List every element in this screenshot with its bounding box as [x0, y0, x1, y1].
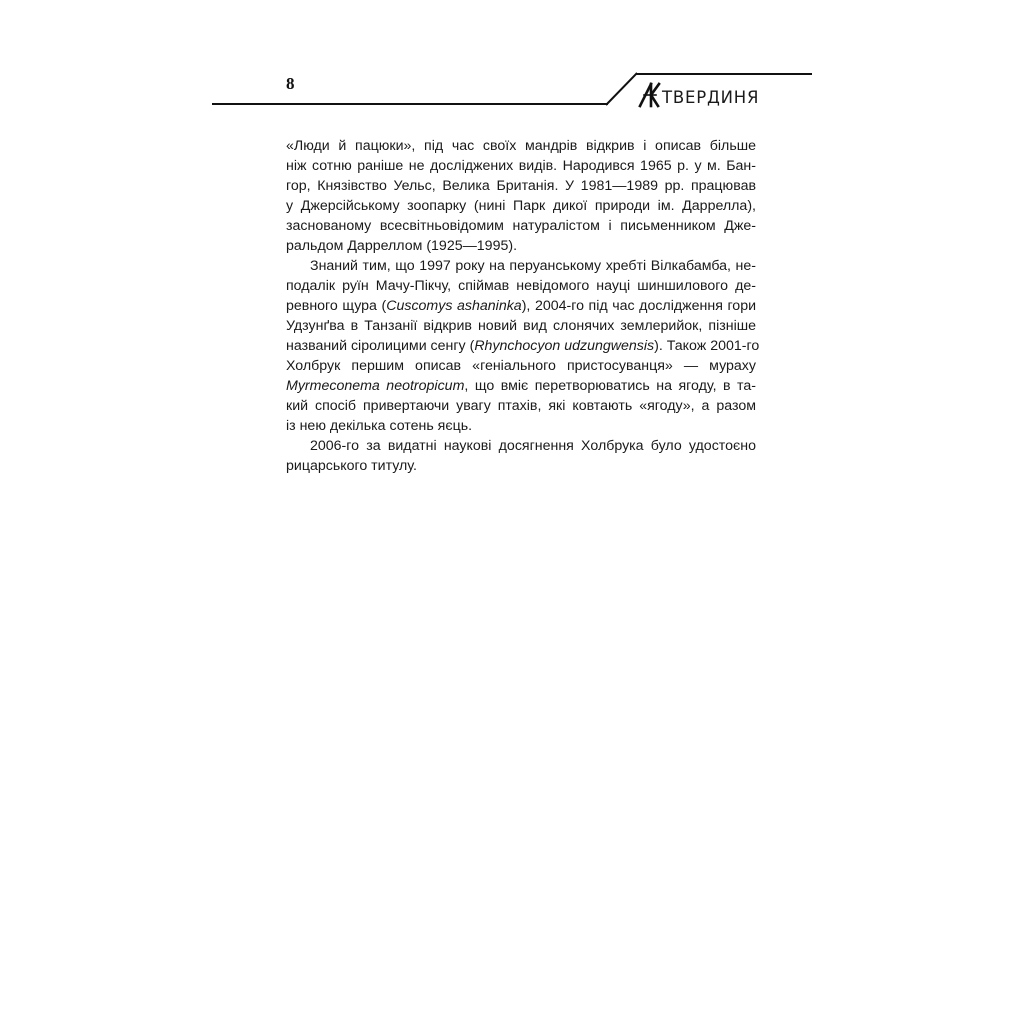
text-line — [286, 356, 756, 376]
text-line — [286, 156, 756, 176]
text-line — [286, 416, 756, 436]
text-segment: кий спосіб привертаючи увагу птахів, які ковтають «ягоду», а разом — [286, 398, 756, 414]
tverdynia-logo-icon — [640, 84, 659, 106]
publisher-logo-text: ТВЕРДИНЯ — [662, 88, 760, 107]
text-segment: заснованому всесвітньовідомим натуралістом і письменником Дже- — [286, 218, 756, 234]
text-segment: ніж сотню раніше не досліджених видів. Народився 1965 р. у м. Бан- — [286, 158, 756, 174]
header-rule-diagonal — [606, 73, 637, 105]
paragraph — [286, 136, 756, 256]
text-line — [286, 396, 756, 416]
text-segment: ральдом Дарреллом (1925—1995). — [286, 238, 518, 254]
text-segment: 2006-го за видатні наукові досягнення Холбрука було удостоєно — [310, 438, 756, 454]
text-line — [286, 276, 756, 296]
text-line — [286, 296, 756, 316]
text-line — [286, 336, 760, 356]
page-number: 8 — [286, 74, 295, 93]
italic-species-name: Myrmeconema neotropicum — [286, 378, 465, 394]
text-line — [286, 256, 756, 276]
text-segment: , що вміє перетворюватись на ягоду, в та- — [464, 378, 756, 394]
text-segment: гор, Князівство Уельс, Велика Британія. У 1981—1989 рр. працював — [286, 178, 756, 194]
text-segment: Знаний тим, що 1997 року на перуанському хребті Вілкабамба, не- — [310, 258, 756, 274]
italic-species-name: Rhynchocyon udzungwensis — [474, 338, 655, 354]
text-segment: у Джерсійському зоопарку (нині Парк дикої природи ім. Даррелла), — [286, 198, 756, 214]
main-text-block — [286, 136, 760, 476]
text-segment: Холбрук першим описав «геніального пристосуванця» — мураху — [286, 358, 756, 374]
text-segment: «Люди й пацюки», під час своїх мандрів відкрив і описав більше — [286, 138, 756, 154]
text-segment: із нею декілька сотень яєць. — [286, 418, 473, 434]
text-segment: ), 2004-го під час дослідження гори — [521, 298, 757, 314]
text-line — [286, 316, 756, 336]
text-line — [286, 216, 756, 236]
paragraph — [286, 256, 760, 436]
text-segment: подалік руїн Мачу-Пікчу, спіймав невідомого науці шиншилового де- — [286, 278, 756, 294]
text-line — [286, 136, 756, 156]
text-line — [286, 436, 756, 456]
text-line — [286, 376, 756, 396]
running-header-rules — [0, 0, 1024, 140]
text-line — [286, 196, 756, 216]
text-segment: названий сіролицими сенгу ( — [286, 338, 475, 354]
text-line — [286, 236, 756, 256]
text-segment: ). Також 2001-го — [654, 338, 760, 354]
paragraph — [286, 436, 756, 476]
text-segment: ревного щура ( — [286, 298, 387, 314]
text-segment: Удзунґва в Танзанії відкрив новий вид слонячих землерийок, пізніше — [286, 318, 756, 334]
text-segment: рицарського титулу. — [286, 458, 417, 474]
text-line — [286, 456, 756, 476]
text-line — [286, 176, 756, 196]
italic-species-name: Cuscomys ashaninka — [386, 298, 522, 314]
